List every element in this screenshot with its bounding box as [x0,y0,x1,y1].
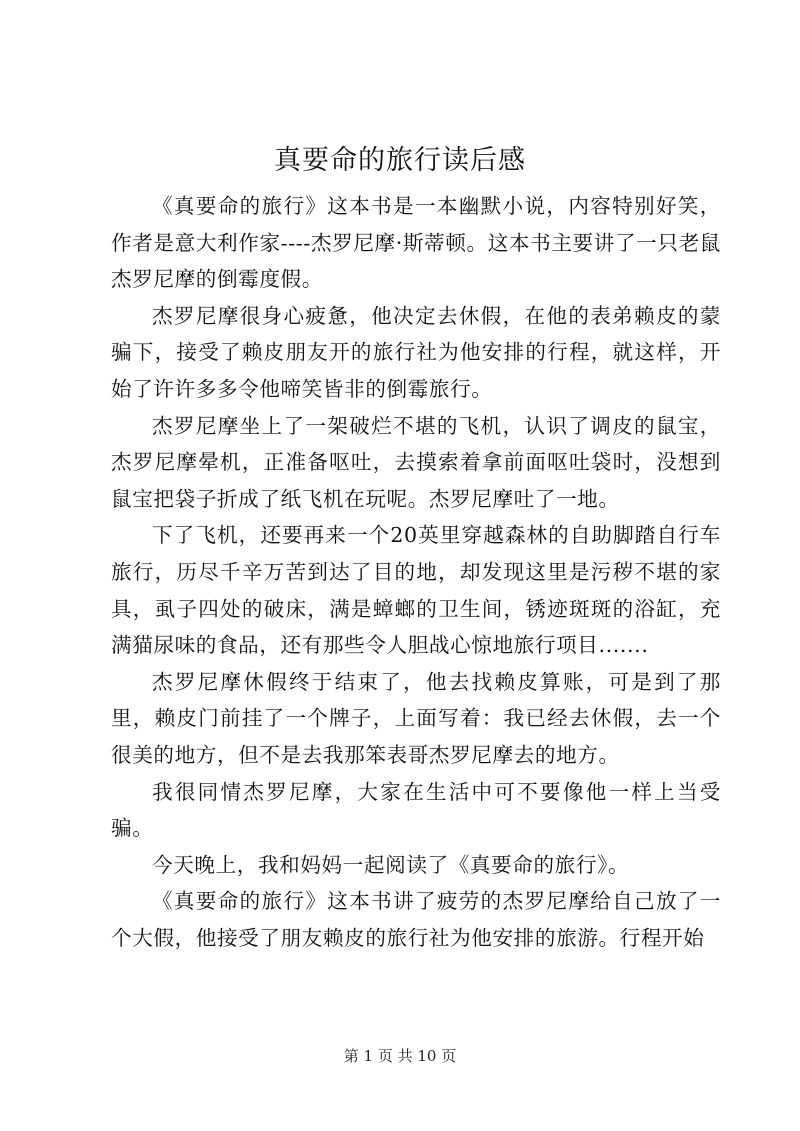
page-footer: 第 1 页 共 10 页 [343,1047,457,1065]
paragraph-4: 下了飞机，还要再来一个20英里穿越森林的自助脚踏自行车旅行，历尽千辛万苦到达了目的地，却发现这里是污秽不堪的家具，虱子四处的破床，满是蟑螂的卫生间，锈迹斑斑的浴缸，充满猫尿味的食品，还有那些令人胆战心惊地旅行项目....... [111,523,721,658]
paragraph-3: 杰罗尼摩坐上了一架破烂不堪的飞机，认识了调皮的鼠宝，杰罗尼摩晕机，正准备呕吐，去摸索着拿前面呕吐袋时，没想到鼠宝把袋子折成了纸飞机在玩呢。杰罗尼摩吐了一地。 [111,413,721,511]
paragraph-8: 《真要命的旅行》这本书讲了疲劳的杰罗尼摩给自己放了一个大假，他接受了朋友赖皮的旅行社为他安排的旅游。行程开始 [111,889,721,950]
paragraph-6: 我很同情杰罗尼摩，大家在生活中可不要像他一样上当受骗。 [111,779,721,841]
paragraph-5: 杰罗尼摩休假终于结束了，他去找赖皮算账，可是到了那里，赖皮门前挂了一个牌子，上面写着：我已经去休假，去一个很美的地方，但不是去我那笨表哥杰罗尼摩去的地方。 [111,669,721,767]
paragraph-1: 《真要命的旅行》这本书是一本幽默小说，内容特别好笑，作者是意大利作家----杰罗尼摩·斯蒂顿。这本书主要讲了一只老鼠杰罗尼摩的倒霉度假。 [111,194,721,292]
paragraph-2: 杰罗尼摩很身心疲惫，他决定去休假，在他的表弟赖皮的蒙骗下，接受了赖皮朋友开的旅行社为他安排的行程，就这样，开始了许许多多令他啼笑皆非的倒霉旅行。 [111,303,721,401]
document-body [111,188,721,956]
document-title: 真要命的旅行读后感 [274,145,526,176]
paragraph-7: 今天晚上，我和妈妈一起阅读了《真要命的旅行》。 [152,852,630,877]
